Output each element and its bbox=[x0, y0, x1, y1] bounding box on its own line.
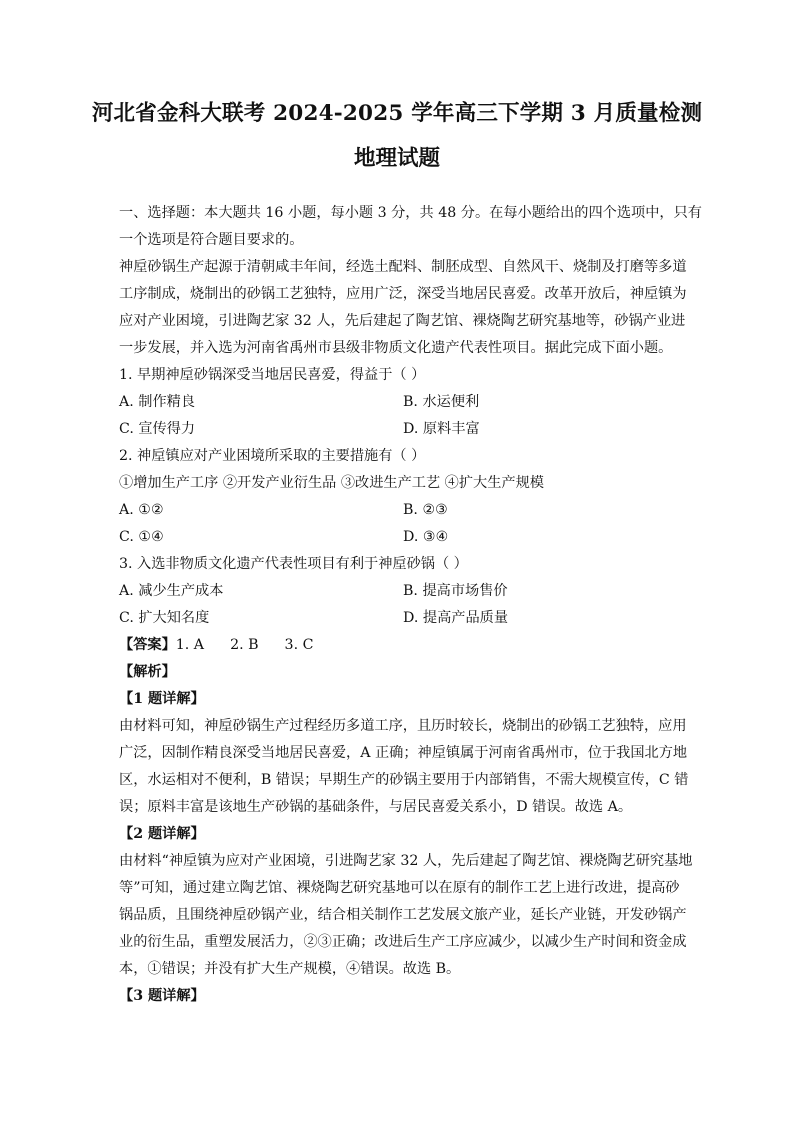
answer-item: 3. C bbox=[284, 637, 314, 653]
answer-label: 【答案】 bbox=[119, 637, 176, 653]
detail-line: 区，水运相对不便利，B 错误；早期生产的砂锅主要用于内部销售，不需大规模宣传，C 错 bbox=[119, 772, 689, 788]
detail-line: 误；原料丰富是该地生产砂锅的基础条件，与居民喜爱关系小，D 错误。故选 A。 bbox=[119, 799, 633, 815]
detail-heading: 【3 题详解】 bbox=[119, 988, 205, 1004]
option-a: A. 制作精良 bbox=[119, 394, 196, 410]
option-c: C. 宣传得力 bbox=[119, 421, 196, 437]
answer-line bbox=[119, 632, 679, 659]
material-line: 神垕砂锅生产起源于清朝咸丰年间，经选土配料、制胚成型、自然风干、烧制及打磨等多道 bbox=[119, 259, 687, 275]
detail-line: 等”可知，通过建立陶艺馆、裸烧陶艺研究基地可以在原有的制作工艺上进行改进，提高砂 bbox=[119, 880, 680, 896]
detail-line: 由材料可知，神垕砂锅生产过程经历多道工序，且历时较长，烧制出的砂锅工艺独特，应用 bbox=[119, 718, 687, 734]
option-d: D. 提高产品质量 bbox=[403, 610, 509, 626]
question-sub-items: ①增加生产工序 ②开发产业衍生品 ③改进生产工艺 ④扩大生产规模 bbox=[119, 475, 544, 491]
option-b: B. 水运便利 bbox=[403, 394, 480, 410]
question-stem: 1. 早期神垕砂锅深受当地居民喜爱，得益于（ ） bbox=[119, 367, 426, 383]
question-stem: 2. 神垕镇应对产业困境所采取的主要措施有（ ） bbox=[119, 448, 426, 464]
detail-line: 广泛，因制作精良深受当地居民喜爱，A 正确；神垕镇属于河南省禹州市，位于我国北方地 bbox=[119, 745, 688, 761]
answer-item: 2. B bbox=[230, 637, 259, 653]
option-row bbox=[119, 578, 679, 605]
option-row bbox=[119, 389, 679, 416]
page-subtitle: 地理试题 bbox=[353, 146, 440, 171]
material-line: 一步发展，并入选为河南省禹州市县级非物质文化遗产代表性项目。据此完成下面小题。 bbox=[119, 340, 673, 356]
detail-line: 锅品质，且围绕神垕砂锅产业，结合相关制作工艺发展文旅产业，延长产业链，开发砂锅产 bbox=[119, 907, 687, 923]
answer-item: 1. A bbox=[175, 637, 205, 653]
section-heading-line: 一、选择题：本大题共 16 小题，每小题 3 分，共 48 分。在每小题给出的四个选项中，只有 bbox=[119, 205, 702, 221]
option-c: C. ①④ bbox=[119, 529, 164, 545]
detail-line: 本，①错误；并没有扩大生产规模，④错误。故选 B。 bbox=[119, 961, 461, 977]
option-b: B. 提高市场售价 bbox=[403, 583, 508, 599]
option-a: A. ①② bbox=[119, 502, 164, 518]
analysis-label: 【解析】 bbox=[119, 664, 176, 680]
material-line: 应对产业困境，引进陶艺家 32 人，先后建起了陶艺馆、裸烧陶艺研究基地等，砂锅产业进 bbox=[119, 313, 686, 329]
option-row bbox=[119, 524, 679, 551]
option-row bbox=[119, 497, 679, 524]
question-stem: 3. 入选非物质文化遗产代表性项目有利于神垕砂锅（ ） bbox=[119, 556, 468, 572]
option-b: B. ②③ bbox=[403, 502, 448, 518]
detail-line: 业的衍生品，重塑发展活力，②③正确；改进后生产工序应减少，以减少生产时间和资金成 bbox=[119, 934, 687, 950]
detail-heading: 【1 题详解】 bbox=[119, 691, 205, 707]
option-d: D. 原料丰富 bbox=[403, 421, 480, 437]
material-line: 工序制成，烧制出的砂锅工艺独特，应用广泛，深受当地居民喜爱。改革开放后，神垕镇为 bbox=[119, 286, 687, 302]
option-d: D. ③④ bbox=[403, 529, 449, 545]
page-title: 河北省金科大联考 2024-2025 学年高三下学期 3 月质量检测 bbox=[91, 101, 703, 126]
detail-line: 由材料“神垕镇为应对产业困境，引进陶艺家 32 人，先后建起了陶艺馆、裸烧陶艺研究基地 bbox=[119, 853, 693, 869]
option-c: C. 扩大知名度 bbox=[119, 610, 210, 626]
section-heading-line: 一个选项是符合题目要求的。 bbox=[119, 232, 304, 248]
option-a: A. 减少生产成本 bbox=[119, 583, 224, 599]
option-row bbox=[119, 605, 679, 632]
detail-heading: 【2 题详解】 bbox=[119, 826, 205, 842]
option-row bbox=[119, 416, 679, 443]
document-body bbox=[119, 200, 702, 1010]
